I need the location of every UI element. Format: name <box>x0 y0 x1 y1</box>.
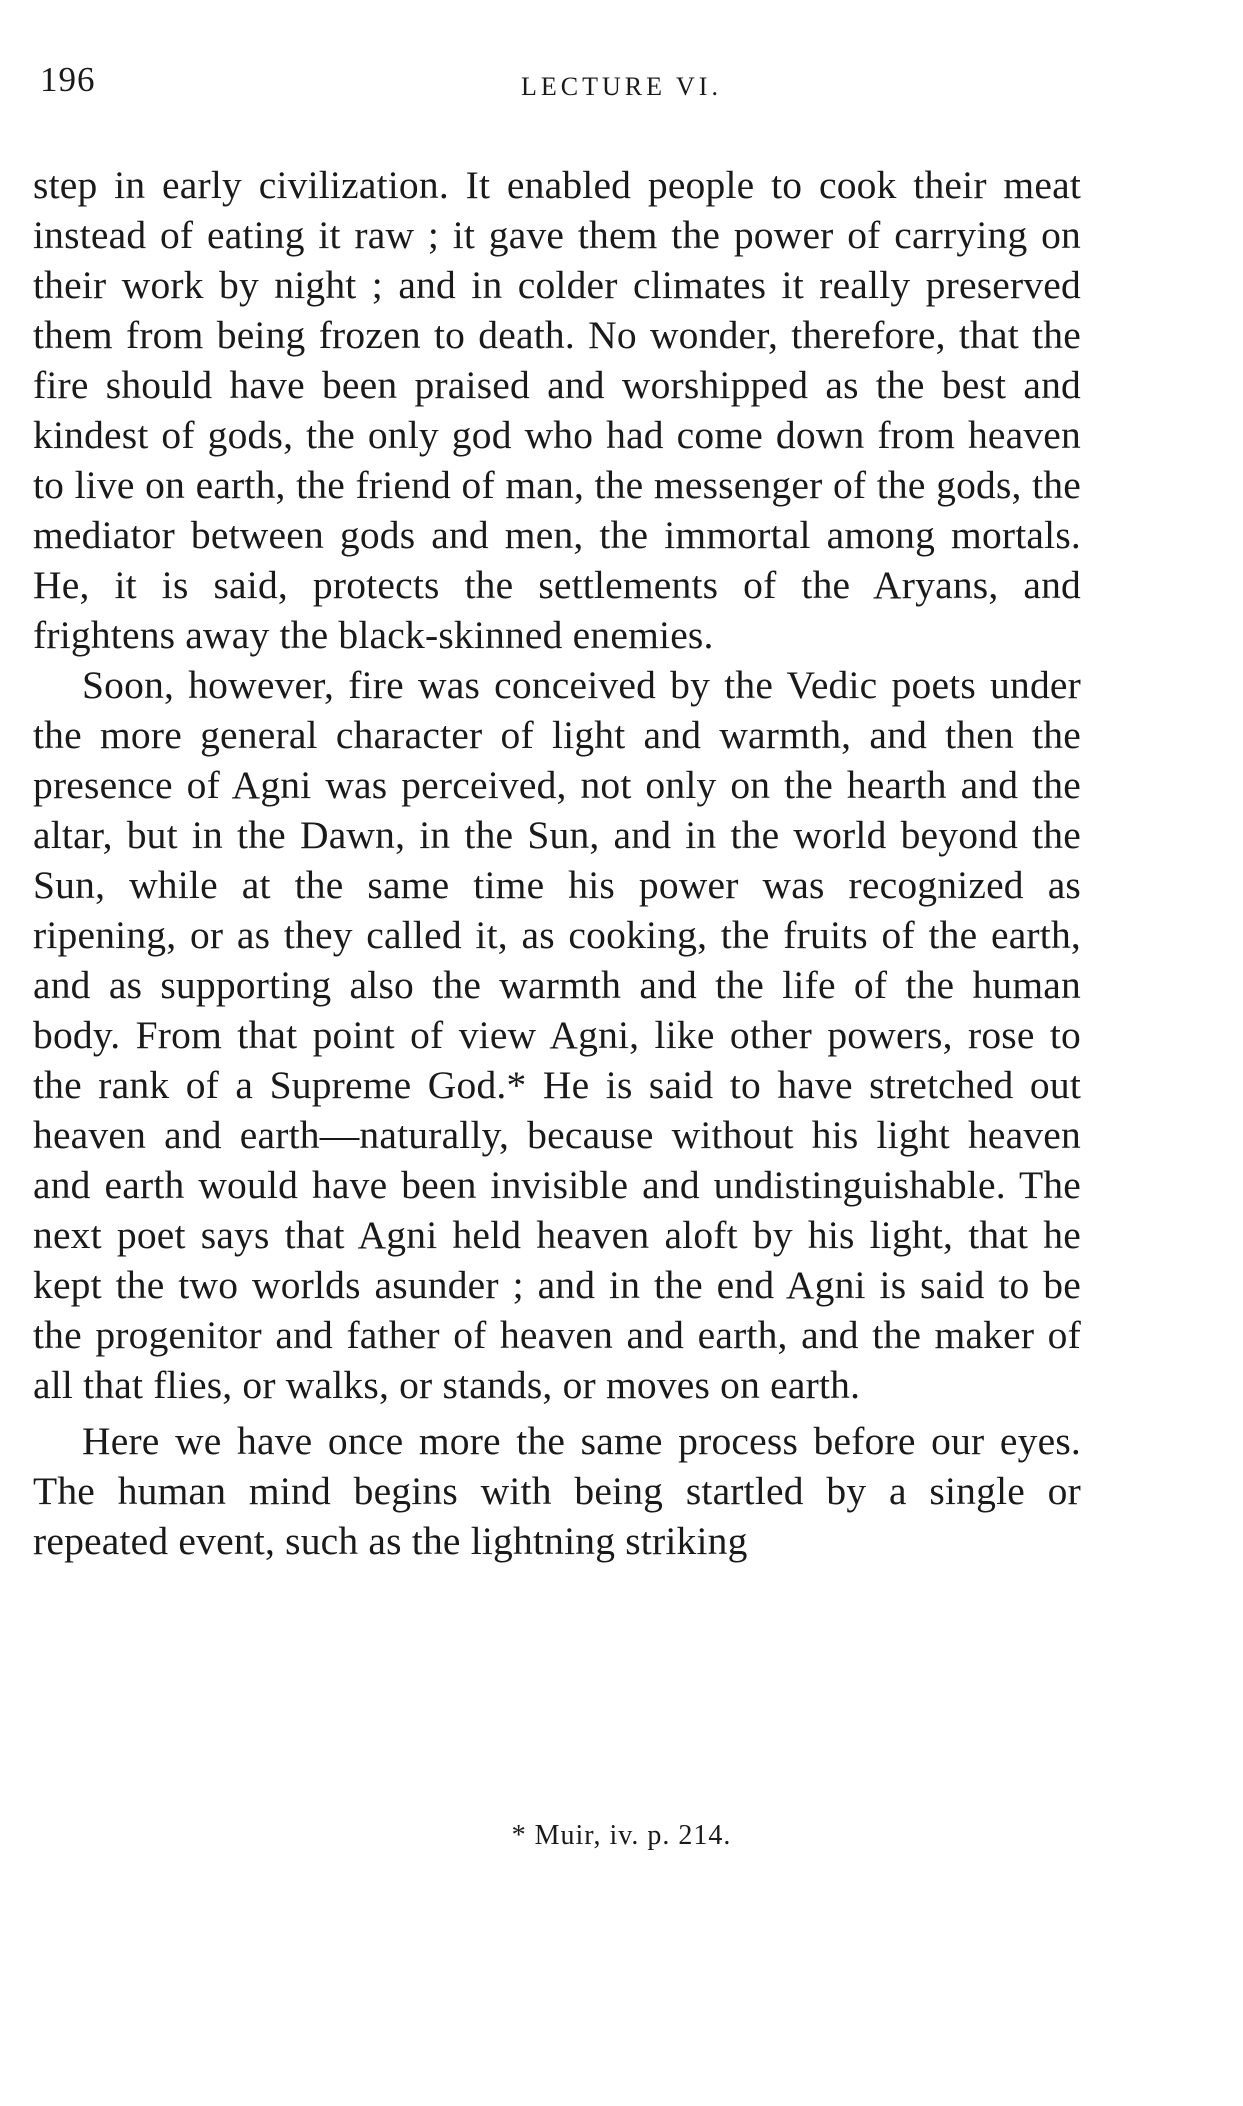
paragraph: Here we have once more the same process before our eyes. The human mind begins with being startled by a single or repeated event, such as the lightning striking <box>33 1419 1081 1563</box>
paragraph-continued: step in early civilization. It enabled people to cook their meat instead of eating it raw ; it gave them the power of carrying on their work by night ; and in colder climates it really preserved them from being frozen to death. No wonder, therefore, that the fire should have been praised and worshipped as the best and kindest of gods, the only god who had come down from heaven to live on earth, the friend of man, the messenger of the gods, the mediator between gods and men, the immortal among mortals. He, it is said, protects the settlements of the Aryans, and frightens away the black-skinned enemies. <box>33 163 1081 657</box>
running-head: LECTURE VI. <box>521 72 722 101</box>
footnote: * Muir, iv. p. 214. <box>511 1820 732 1851</box>
paragraph: Soon, however, fire was conceived by the Vedic poets under the more general character of light and warmth, and then the presence of Agni was perceived, not only on the hearth and the altar, but in the Dawn, in the Sun, and in the world beyond the Sun, while at the same time his power was recognized as ripening, or as they called it, as cooking, the fruits of the earth, and as supporting also the warmth and the life of the human body. From that point of view Agni, like other powers, rose to the rank of a Supreme God.* He is said to have stretched out heaven and earth—naturally, because without his light heaven and earth would have been invisible and undistinguishable. The next poet says that Agni held heaven aloft by his light, that he kept the two worlds asunder ; and in the end Agni is said to be the progenitor and father of heaven and earth, and the maker of all that flies, or walks, or stands, or moves on earth. <box>33 663 1081 1407</box>
page-number: 196 <box>40 60 96 99</box>
body-text <box>33 160 1081 1566</box>
